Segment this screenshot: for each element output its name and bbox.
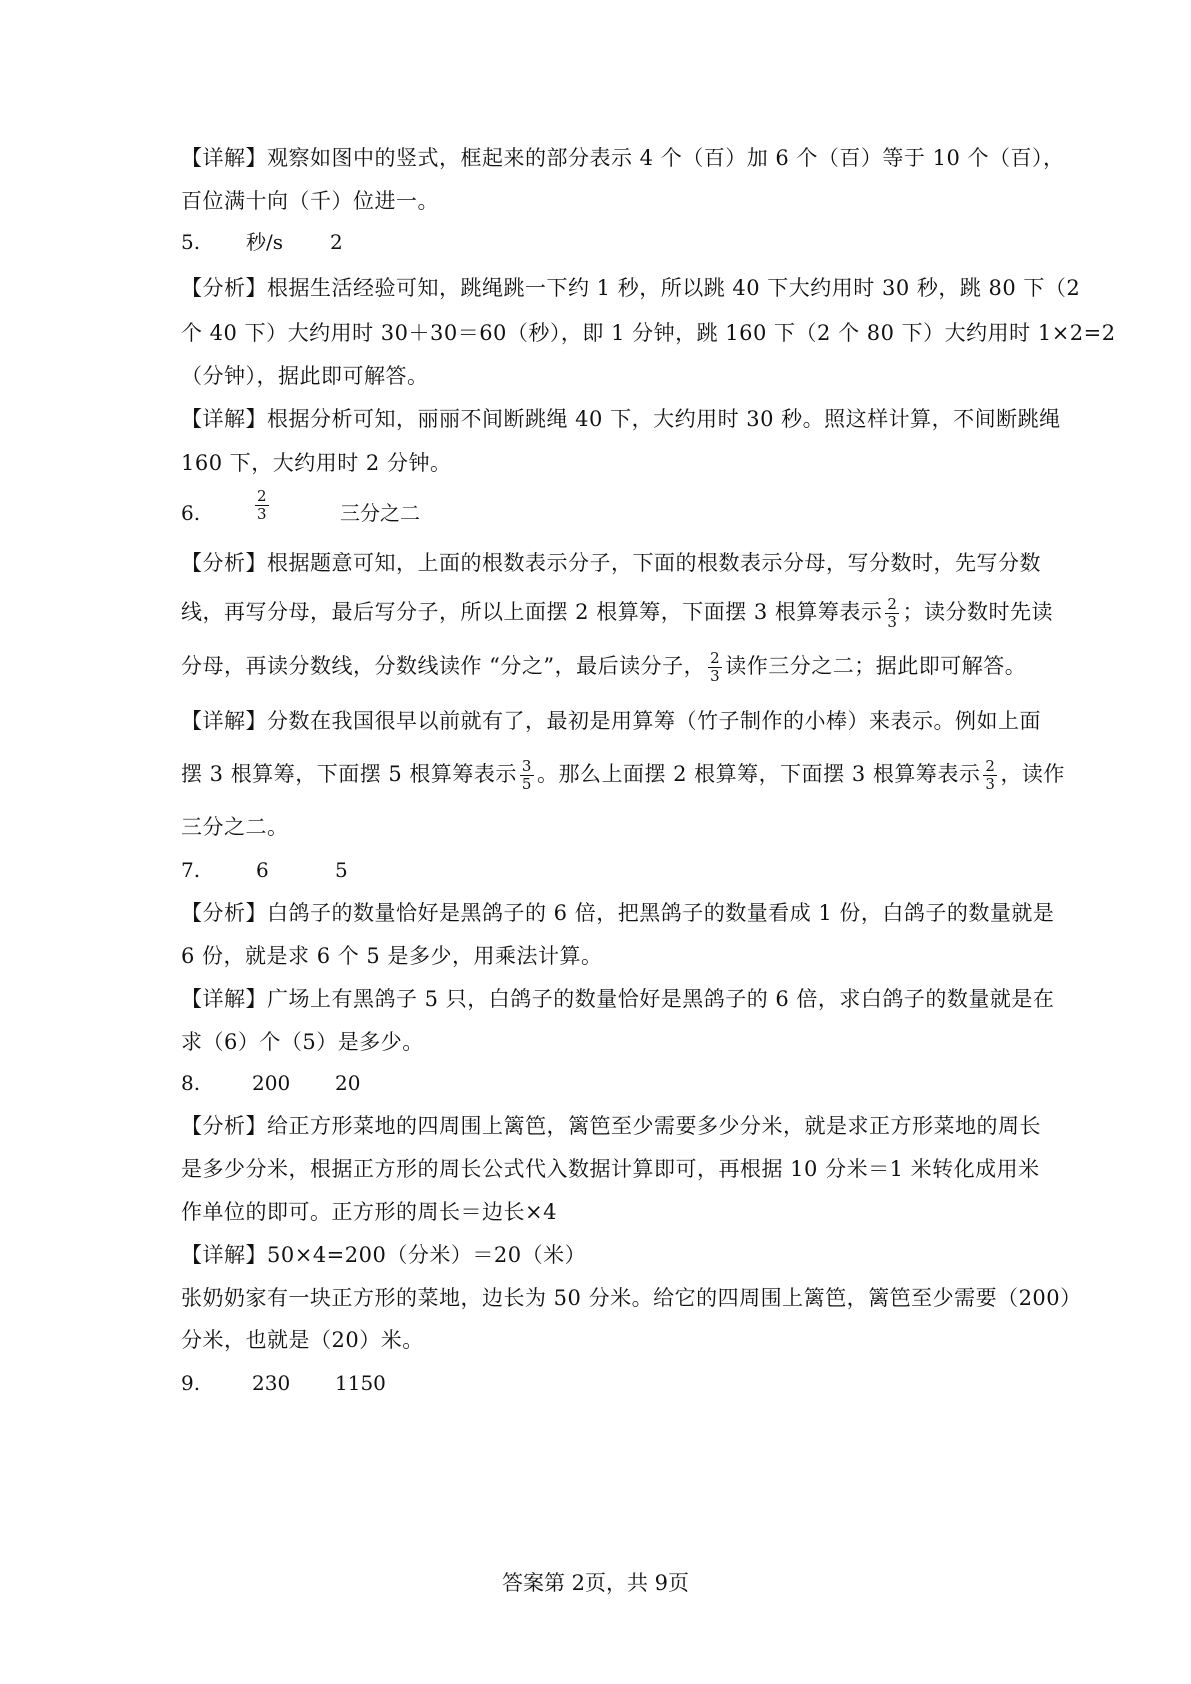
q7-analysis-line-1: 【分析】白鸽子的数量恰好是黑鸽子的 6 倍，把黑鸽子的数量看成 1 份，白鸽子的数量就是	[181, 901, 1055, 925]
q8-answer-1: 200	[252, 1071, 291, 1095]
q6-answer-2: 三分之二	[340, 501, 420, 525]
q5-analysis-line-1: 【分析】根据生活经验可知，跳绳跳一下约 1 秒，所以跳 40 下大约用时 30 秒，跳 80 下（2	[181, 276, 1081, 300]
fraction-numerator: 2	[710, 649, 721, 667]
q7-detail-line-2: 求（6）个（5）是多少。	[181, 1030, 424, 1054]
q6-analysis-text-3b: 读作三分之二；据此即可解答。	[725, 654, 1027, 678]
q7-answer-1: 6	[256, 858, 269, 882]
q6-detail-line-3: 三分之二。	[181, 815, 289, 839]
fraction	[983, 758, 997, 793]
q6-analysis-text-3a: 分母，再读分数线，分数线读作 “分之”，最后读分子，	[181, 654, 706, 678]
q5-answer-2: 2	[330, 230, 343, 254]
q8-detail-line-2: 张奶奶家有一块正方形的菜地，边长为 50 分米。给它的四周围上篱笆，篱笆至少需要（200）	[181, 1286, 1082, 1310]
fraction	[520, 758, 534, 793]
q8-analysis-line-3: 作单位的即可。正方形的周长＝边长×4	[181, 1200, 557, 1224]
q6-detail-text-2b: 。那么上面摆 2 根算筹，下面摆 3 根算筹表示	[536, 762, 981, 786]
q5-analysis-line-3: （分钟），据此即可解答。	[181, 364, 429, 388]
fraction-denominator: 3	[887, 613, 898, 631]
fraction-denominator: 5	[521, 775, 532, 793]
q9-answer-1: 230	[252, 1371, 291, 1395]
q6-number: 6.	[181, 501, 201, 525]
q7-detail-line-1: 【详解】广场上有黑鸽子 5 只，白鸽子的数量恰好是黑鸽子的 6 倍，求白鸽子的数量就是在	[181, 987, 1055, 1011]
q6-analysis-text-2b: ；读分数时先读	[902, 600, 1053, 624]
q6-detail-text-2c: ，读作	[1000, 762, 1065, 786]
fraction-numerator: 2	[887, 595, 898, 613]
q6-analysis-line-1: 【分析】根据题意可知，上面的根数表示分子，下面的根数表示分母，写分数时，先写分数	[181, 551, 1041, 575]
page-footer: 答案第 2页，共 9页	[501, 1571, 690, 1595]
fraction-numerator: 2	[985, 757, 996, 775]
q6-detail-line-1: 【详解】分数在我国很早以前就有了，最初是用算筹（竹子制作的小棒）来表示。例如上面	[181, 709, 1041, 733]
q6-analysis-text-2a: 线，再写分母，最后写分子，所以上面摆 2 根算筹，下面摆 3 根算筹表示	[181, 600, 883, 624]
q8-detail-line-1: 【详解】50×4=200（分米）＝20（米）	[181, 1243, 587, 1267]
q6-analysis-line-2	[181, 595, 1053, 631]
q9-number: 9.	[181, 1371, 201, 1395]
q5-detail-line-2: 160 下，大约用时 2 分钟。	[181, 451, 452, 475]
fraction	[885, 596, 899, 631]
q8-analysis-line-1: 【分析】给正方形菜地的四周围上篱笆，篱笆至少需要多少分米，就是求正方形菜地的周长	[181, 1114, 1041, 1138]
q6-detail-text-2a: 摆 3 根算筹，下面摆 5 根算筹表示	[181, 762, 517, 786]
fraction	[255, 488, 269, 523]
q6-detail-line-2	[181, 757, 1065, 793]
fraction-numerator: 3	[521, 757, 532, 775]
q6-answer-fraction	[252, 488, 272, 523]
q7-analysis-line-2: 6 份，就是求 6 个 5 是多少，用乘法计算。	[181, 944, 603, 968]
q7-answer-2: 5	[335, 858, 348, 882]
q9-answer-2: 1150	[335, 1371, 386, 1395]
q8-analysis-line-2: 是多少分米，根据正方形的周长公式代入数据计算即可，再根据 10 分米＝1 米转化成用米	[181, 1157, 1040, 1181]
q7-number: 7.	[181, 858, 201, 882]
q4-detail-line-1: 【详解】观察如图中的竖式，框起来的部分表示 4 个（百）加 6 个（百）等于 10 个（百），	[181, 146, 1065, 170]
fraction-denominator: 3	[257, 505, 267, 523]
q8-answer-2: 20	[335, 1071, 361, 1095]
q8-detail-line-3: 分米，也就是（20）米。	[181, 1328, 424, 1352]
q8-number: 8.	[181, 1071, 201, 1095]
q5-answer-1: 秒/s	[246, 230, 284, 254]
q4-detail-line-2: 百位满十向（千）位进一。	[181, 189, 439, 213]
fraction-denominator: 3	[985, 775, 996, 793]
fraction-denominator: 3	[710, 667, 721, 685]
q6-analysis-line-3	[181, 649, 1027, 685]
q5-analysis-line-2: 个 40 下）大约用时 30＋30＝60（秒），即 1 分钟，跳 160 下（2 个 80 下）大约用时 1×2=2	[181, 321, 1116, 345]
fraction-numerator: 2	[257, 487, 267, 505]
fraction	[708, 650, 722, 685]
q5-number: 5.	[181, 230, 201, 254]
q5-detail-line-1: 【详解】根据分析可知，丽丽不间断跳绳 40 下，大约用时 30 秒。照这样计算，不间断跳绳	[181, 407, 1061, 431]
